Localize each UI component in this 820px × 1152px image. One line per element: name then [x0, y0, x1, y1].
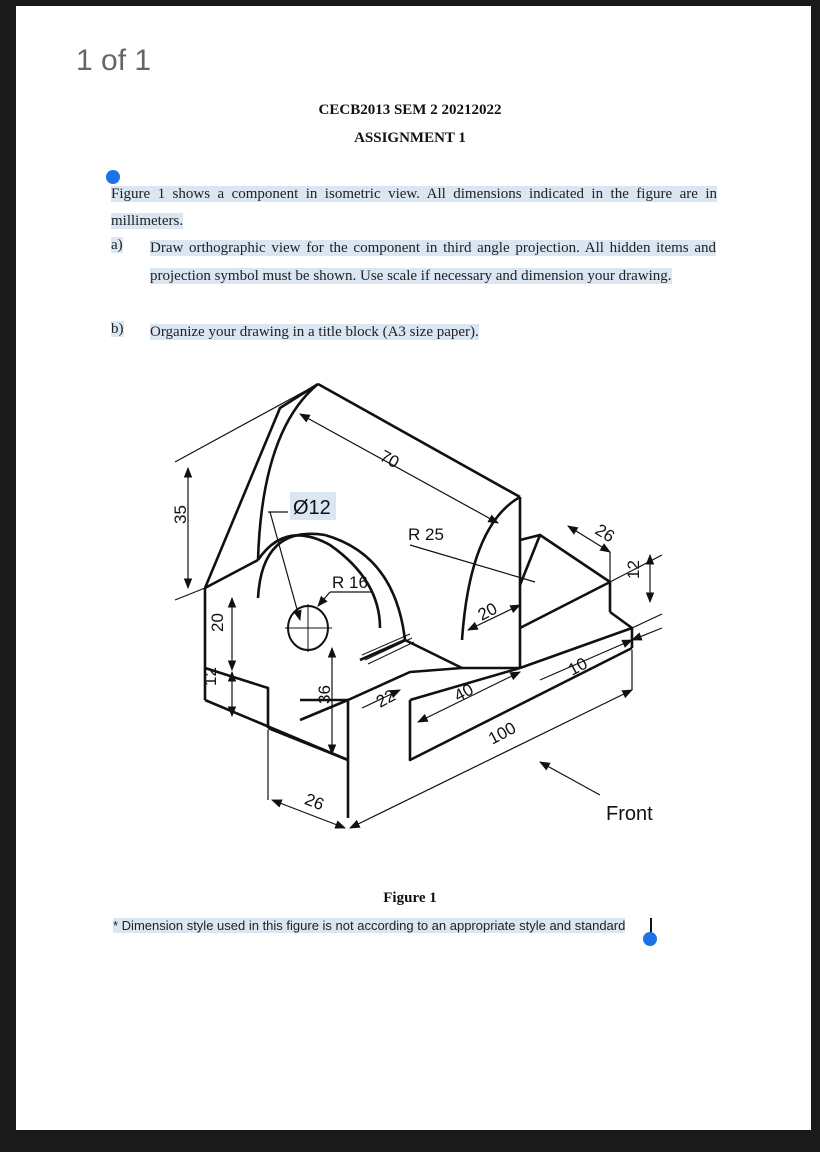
dim-20-right: 20	[474, 598, 501, 625]
dim-12-right: 12	[624, 560, 643, 579]
question-a-text: Draw orthographic view for the component in third angle projection. All hidden items and projection symbol must be shown. Use scale if necessary and dimension your drawing.	[150, 240, 716, 284]
dim-dia-12: Ø12	[293, 497, 331, 519]
assignment-title: ASSIGNMENT 1	[354, 130, 466, 146]
course-title: CECB2013 SEM 2 20212022	[318, 102, 502, 118]
dim-r16: R 16	[332, 573, 368, 592]
page-counter: 1 of 1	[76, 44, 152, 77]
dim-10: 10	[564, 653, 591, 680]
dim-100: 100	[485, 718, 520, 749]
dim-22: 22	[372, 685, 399, 712]
figure-caption: Figure 1	[383, 890, 437, 906]
intro-paragraph: Figure 1 shows a component in isometric view. All dimensions indicated in the figure are in millimeters.	[111, 186, 717, 229]
dim-40: 40	[450, 679, 477, 706]
component-outline	[205, 384, 632, 818]
dim-36: 36	[315, 685, 334, 704]
question-a-label: a)	[111, 237, 123, 253]
dim-26-top: 26	[591, 520, 619, 547]
footnote: * Dimension style used in this figure is not according to an appropriate style and standard	[113, 918, 626, 933]
dim-20-left: 20	[208, 613, 227, 632]
selection-end-handle[interactable]	[643, 932, 657, 946]
question-b-text: Organize your drawing in a title block (A3 size paper).	[150, 324, 479, 340]
question-b-label: b)	[111, 321, 124, 337]
dim-35: 35	[171, 505, 190, 524]
dim-12-left: 12	[201, 667, 220, 686]
dim-70: 70	[376, 446, 403, 473]
front-label: Front	[606, 803, 653, 825]
dimension-lines	[175, 384, 662, 828]
dim-r25: R 25	[408, 525, 444, 544]
dim-26-bottom: 26	[302, 789, 327, 815]
